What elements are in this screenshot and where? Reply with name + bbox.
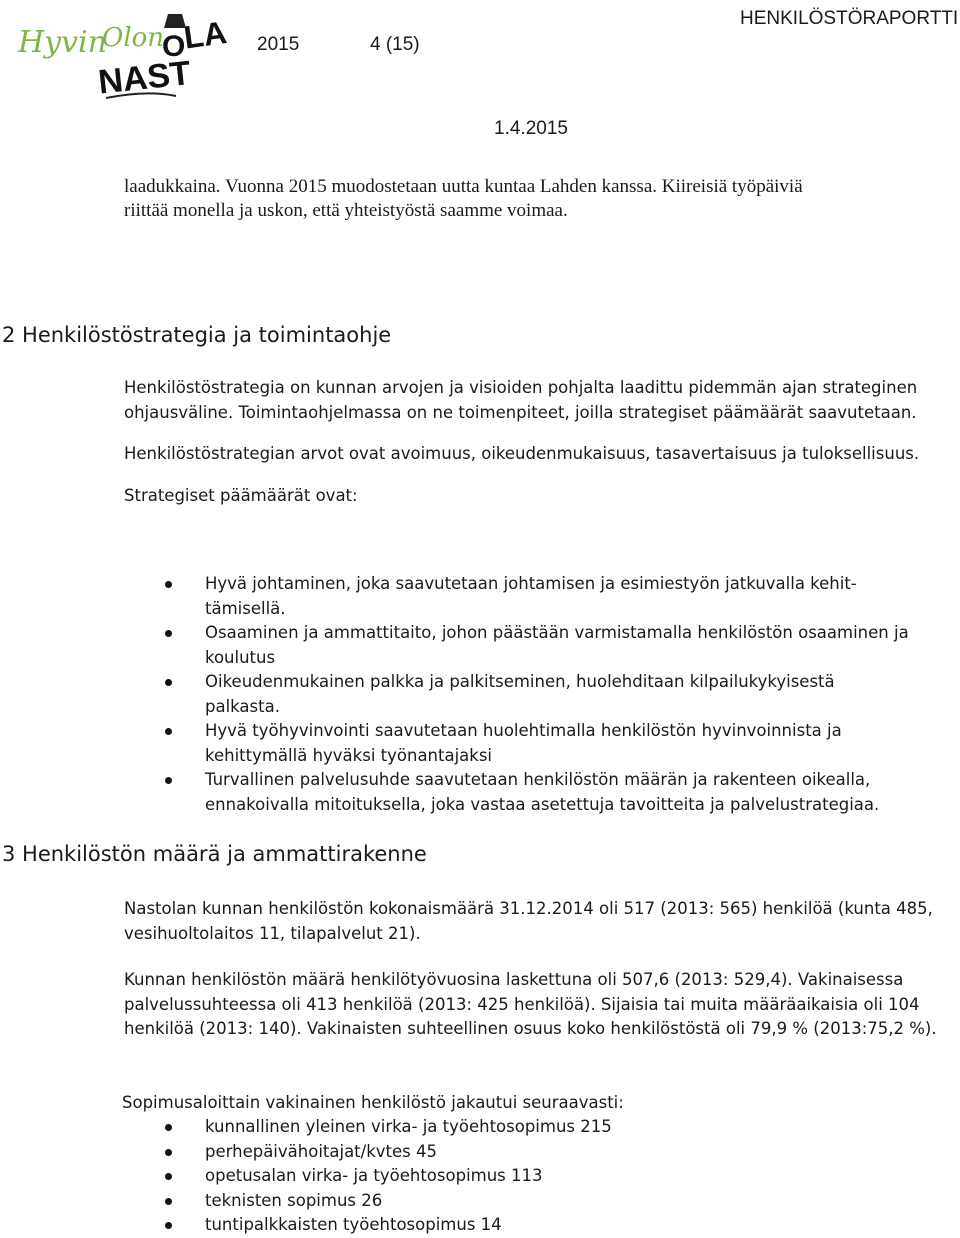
list-item-text: perhepäivähoitajat/kvtes 45 bbox=[205, 1141, 437, 1161]
header-year: 2015 bbox=[257, 34, 300, 55]
list-item-text: Oikeudenmukainen palkka ja palkitseminen, huolehditaan kilpailukykyisestä palkasta. bbox=[205, 672, 835, 716]
strategy-paragraph: Henkilöstöstrategia on kunnan arvojen ja visioiden pohjalta laadittu pidemmän ajan strateginen ohjausväline. Toimintaohjelmassa on ne toimenpiteet, joilla strategiset päämäärät saavutetaan. bbox=[124, 378, 918, 422]
svg-text:LA: LA bbox=[181, 14, 229, 56]
section-2-body bbox=[124, 376, 960, 508]
intro-line: laadukkaina. Vuonna 2015 muodostetaan uutta kuntaa Lahden kanssa. Kiireisiä työpäiviä bbox=[124, 176, 803, 197]
list-item-text: Hyvä työhyvinvointi saavutetaan huolehtimalla henkilöstön hyvinvoinnista ja kehittymällä hyväksi työnantajaksi bbox=[205, 721, 842, 765]
goals-intro: Strategiset päämäärät ovat: bbox=[124, 485, 358, 505]
section-2-heading: 2 Henkilöstöstrategia ja toimintaohje bbox=[2, 323, 392, 347]
list-item bbox=[124, 1164, 960, 1189]
list-item bbox=[124, 1189, 960, 1214]
nastola-logo bbox=[14, 6, 244, 104]
svg-text:O: O bbox=[162, 30, 186, 63]
list-item bbox=[124, 719, 960, 768]
values-paragraph: Henkilöstöstrategian arvot ovat avoimuus, oikeudenmukaisuus, tasavertaisuus ja tuloksellisuus. bbox=[124, 444, 920, 463]
total-staff-paragraph: Nastolan kunnan henkilöstön kokonaismäärä 31.12.2014 oli 517 (2013: 565) henkilöä (kunta 485, vesihuoltolaitos 11, tilapalvelut 21). bbox=[124, 899, 933, 943]
list-item bbox=[124, 1213, 960, 1238]
list-item-text: opetusalan virka- ja työehtosopimus 113 bbox=[205, 1166, 543, 1185]
list-item bbox=[124, 1115, 960, 1140]
svg-text:Hyvin: Hyvin bbox=[18, 25, 107, 60]
bullet-icon bbox=[165, 1173, 172, 1180]
agreements-list bbox=[124, 1115, 960, 1238]
bullet-icon bbox=[165, 777, 172, 784]
list-item bbox=[124, 572, 960, 621]
list-item bbox=[124, 1140, 960, 1165]
section-3-body bbox=[124, 897, 960, 1042]
list-item bbox=[124, 768, 960, 817]
page-number: 4 (15) bbox=[370, 34, 420, 55]
list-item-text: Osaaminen ja ammattitaito, johon päästään varmistamalla henkilöstön osaaminen ja koulutus bbox=[205, 623, 909, 667]
list-item-text: Turvallinen palvelusuhde saavutetaan henkilöstön määrän ja rakenteen oikealla, ennakoivalla mitoituksella, joka vastaa asetettuja tavoitteita ja palvelustrategiaa. bbox=[205, 770, 880, 814]
bullet-icon bbox=[165, 1124, 172, 1131]
bullet-icon bbox=[165, 1149, 172, 1156]
list-item bbox=[124, 621, 960, 670]
list-item-text: teknisten sopimus 26 bbox=[205, 1190, 383, 1210]
bullet-icon bbox=[165, 581, 172, 588]
bullet-icon bbox=[165, 630, 172, 637]
report-title: HENKILÖSTÖRAPORTTI bbox=[740, 8, 959, 29]
bullet-icon bbox=[165, 728, 172, 735]
report-date: 1.4.2015 bbox=[494, 118, 568, 139]
bullet-icon bbox=[165, 679, 172, 686]
bullet-icon bbox=[165, 1222, 172, 1229]
intro-line: riittää monella ja uskon, että yhteistyöstä saamme voimaa. bbox=[124, 200, 568, 221]
intro-paragraph bbox=[124, 175, 803, 223]
agreements-intro: Sopimusaloittain vakinainen henkilöstö jakautui seuraavasti: bbox=[122, 1093, 624, 1112]
work-years-paragraph: Kunnan henkilöstön määrä henkilötyövuosina laskettuna oli 507,6 (2013: 529,4). Vakinaisessa palvelussuhteessa oli 413 henkilöä (2013: 425 henkilöä). Sijaisia tai muita määräaikaisia oli 104 henkilöä (2013: 140). Vakinaisten suhteellinen osuus koko henkilöstöstä oli 79,9 % (2013:75,2 %). bbox=[124, 970, 937, 1038]
list-item-text: Hyvä johtaminen, joka saavutetaan johtamisen ja esimiestyön jatkuvalla kehit-tämisellä. bbox=[205, 574, 857, 618]
bullet-icon bbox=[165, 1198, 172, 1205]
svg-text:Olon: Olon bbox=[102, 23, 165, 53]
svg-text:NAST: NAST bbox=[96, 54, 193, 102]
list-item-text: tuntipalkkaisten työehtosopimus 14 bbox=[205, 1215, 502, 1234]
section-3-heading: 3 Henkilöstön määrä ja ammattirakenne bbox=[2, 842, 427, 866]
list-item-text: kunnallinen yleinen virka- ja työehtosopimus 215 bbox=[205, 1117, 612, 1136]
goals-list bbox=[124, 572, 960, 817]
list-item bbox=[124, 670, 960, 719]
